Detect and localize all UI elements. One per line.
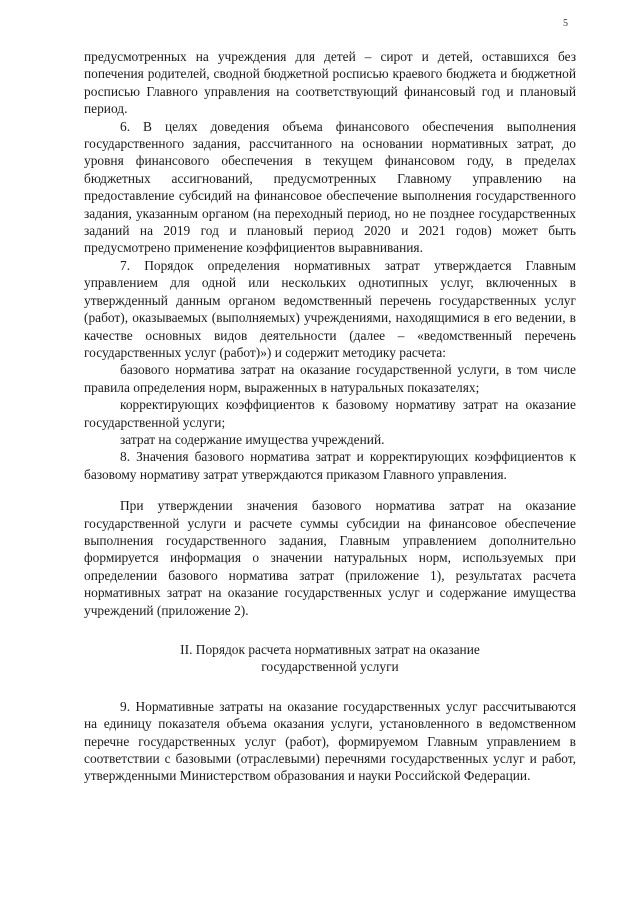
section-heading: [84, 641, 576, 676]
document-body: [84, 48, 576, 785]
section-heading-line-1: II. Порядок расчета нормативных затрат на оказание: [180, 642, 480, 657]
paragraph-continuation: предусмотренных на учреждения для детей – сирот и детей, оставшихся без попечения родителей, сводной бюджетной росписью краевого бюджета и бюджетной росписью Главного управления на соответствующий финансовый год и плановый период.: [84, 49, 576, 117]
paragraph-7-item-property: затрат на содержание имущества учреждений.: [120, 431, 385, 447]
paragraph-7: 7. Порядок определения нормативных затрат утверждается Главным управлением для одной или нескольких однотипных услуг, включенных в утвержденный данным органом ведомственный перечень государственных услуг (работ), оказываемых (выполняемых) учреждениями, находящимися в его ведении, в качестве основных видов деятельности (далее – «ведомственный перечень государственных услуг (работ)») и содержит методику расчета:: [84, 257, 576, 360]
paragraph-8-continuation: При утверждении значения базового норматива затрат на оказание государственной услуги и расчете суммы субсидии на финансовое обеспечение выполнения государственного задания, Главным управлением дополнительно формируется информация о значении натуральных норм, используемых при определении базового норматива затрат (приложение 1), результатах расчета нормативных затрат на оказание государственных услуг и содержание имущества учреждений (приложение 2).: [84, 498, 576, 618]
page-number: 5: [563, 18, 568, 29]
paragraph-9: 9. Нормативные затраты на оказание государственных услуг рассчитываются на единицу показателя объема оказания услуги, установленного в ведомственном перечне государственных услуг (работ), формируемом Главным управлением в соответствии с базовыми (отраслевыми) перечнями государственных услуг и работ, утвержденными Министерством образования и науки Российской Федерации.: [84, 698, 576, 784]
paragraph-6: 6. В целях доведения объема финансового обеспечения выполнения государственного задания, рассчитанного на основании нормативных затрат, до уровня финансового обеспечения в текущем финансовом году, в пределах бюджетных ассигнований, предусмотренных Главному управлению на предоставление субсидий на финансовое обеспечение выполнения государственного задания, указанным органом (на переходный период, но не позднее государственных заданий на 2019 год и плановый период 2020 и 2021 годов) может быть предусмотрено применение коэффициентов выравнивания.: [84, 118, 576, 256]
paragraph-7-item-coefficients: корректирующих коэффициентов к базовому нормативу затрат на оказание государственной услуги;: [84, 397, 576, 430]
section-heading-line-2: государственной услуги: [261, 659, 399, 675]
paragraph-8: 8. Значения базового норматива затрат и корректирующих коэффициентов к базовому нормативу затрат утверждаются приказом Главного управления.: [84, 449, 576, 482]
paragraph-7-item-base-norm: базового норматива затрат на оказание государственной услуги, в том числе правила определения норм, выраженных в натуральных показателях;: [84, 362, 576, 395]
